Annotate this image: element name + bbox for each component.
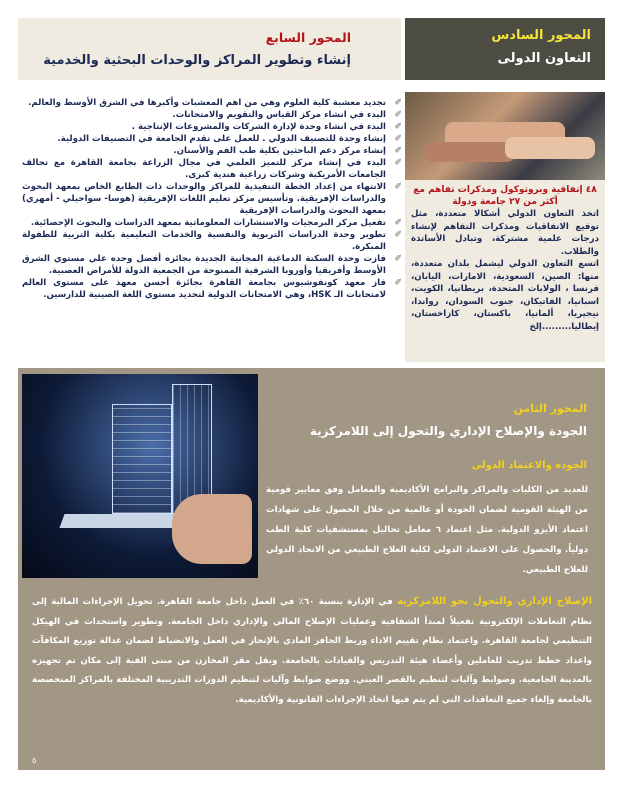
list-item: ✐ فاز معهد كونفوشيوس بجامعة القاهرة بجائزة أحسن معهد على مستوى العالم لامتحانات الـ HSK، وهي الامتحانات الدولية لتحديد مستوي اللغة الصينية للدارسين. <box>22 277 402 301</box>
axis8-section <box>18 368 605 770</box>
axis7-header <box>18 18 401 80</box>
quality-paragraph: للعديد من الكليات والمراكز والبرامج الأكاديمية والمعامل وفق معايير قومية من الهيئة القومية لضمان الجودة أو عالمية من خلال الحصول على شهادات اعتماد الأيزو الدولية. مثل اعتماد ٦ معامل تحاليل بمستشفيات كلية الطب دولياً. والحصول على الاعتماد الدولي لكلية العلاج الطبيعي من الاتحاد الدولي للعلاج الطبيعي. <box>266 485 589 575</box>
list-item: ✐ البدء في انشاء وحدة لإدارة الشركات والمشروعات الإنتاجية . <box>22 121 402 133</box>
reform-heading: الإصلاح الإداري والتحول نحو اللامركزية <box>397 596 593 607</box>
coop-paragraph-2: اتسع التعاون الدولي ليشمل بلدان متعددة، منها: الصين، السعودية، الامارات، اليابان، فرنسا ، الولايات المتحدة، بريطانيا، الكويت، اسبانيا، الفاتيكان، جنوب السودان، رواندا، نيجيريا، ألمانيا، باكستان، كازاخستان، إيطاليا.........إلخ <box>411 259 599 332</box>
list-item: ✐ تجديد معشبة كلية العلوم وهي من اهم المعشبات وأكبرها في الشرق الأوسط والعالم. <box>22 97 402 109</box>
axis7-bullet-list <box>22 97 402 301</box>
list-item: ✐ إنشاء وحدة للتصنيف الدولي . للعمل على تقدم الجامعة في التصنيفات الدولية. <box>22 133 402 145</box>
list-item: ✐ الانتهاء من إعداد الخطة التنفيذية للمراكز والوحدات ذات الطابع الخاص بمعهد البحوث والدراسات الإفريقية. وتأسيس مركز تعليم اللغات الإفريقية (هوسا- سواحيلي - أمهري) بمعهد البحوث والدراسات الإفريقية <box>22 181 402 217</box>
list-item: ✐ تفعيل مركز البرمجيات والاستشارات المعلوماتية بمعهد الدراسات والبحوث الإحصائية. <box>22 217 402 229</box>
reform-text: في الإدارة بنسبة ٦٠٪ في العمل داخل جامعة القاهرة. تحويل الإجراءات المالية إلى نظام التعاملات الإلكترونية تفعيلاً لمبدأ الشفافية وعمليات الإصلاح المالي والإداري داخل الجامعة. وتطوير واستحداث في الهيكل التنظيمي لجامعة القاهرة. واعتماد نظام تقييم الاداء وربط الحافز المادي بالإنجاز في العمل والانضباط لضمان عدالة توزيع المكافآت واعداد خطط تدريب للعاملين وأعضاء هيئة التدريس والقيادات بالجامعة. ونقل مقر المخازن من مبنى القبة إلى مكان تم تجهيزه بالمدينة الجامعية. وضوابط وآليات لتنظيم بالقصر العيني. ووضع ضوابط وآليات لتنظيم الدورات التدريبية المختلفة بالمراكز المتخصصة بالجامعة وإلغاء جميع التعاقدات التي لم يتم فيها اتخاذ الإجراءات القانونية والأكاديمية. <box>32 597 592 705</box>
axis6-title: التعاون الدولى <box>497 51 591 66</box>
axis7-label: المحور السابع <box>265 30 351 45</box>
list-item: ✐ إنشاء مركز دعم الباحثين بكلية طب الفم والأسنان. <box>22 145 402 157</box>
list-item: ✐ فازت وحدة السكتة الدماغية المجانية الجديدة بجائزه أفضل وحده علي مستوي الشرق الأوسط وأفريقيا وأوروبا الشرقية الممنوحة من الجمعية الدولة للأمراض العصبية. <box>22 253 402 277</box>
coop-paragraph-1: اتخذ التعاون الدولي أشكالا متعددة، مثل توقيع الاتفاقيات ومذكرات التفاهم لإنشاء درجات علمية مشتركة، وتبادل الأساتذة والطلاب. <box>411 209 599 257</box>
quality-heading: الجودة والاعتماد الدولي <box>471 460 587 471</box>
list-item: ✐ تطوير وحدة الدراسات التربوية والنفسية والخدمات التعليمية بكلية التربية للطفولة المبكرة. <box>22 229 402 253</box>
axis6-header <box>405 18 605 80</box>
axis8-title: الجودة والإصلاح الإداري والتحول إلى اللامركزية <box>309 424 587 438</box>
axis7-title: إنشاء وتطوير المراكز والوحدات البحثية والخدمية <box>43 53 351 68</box>
international-cooperation-box <box>405 180 605 362</box>
agreements-headline: ٤٨ إتفاقية وبروتوكول ومذكرات تفاهم مع أكثر من ٢٧ جامعة ودولة <box>413 185 597 207</box>
list-item: ✐ البدء في انشاء مركز القياس والتقويم والامتحانات. <box>22 109 402 121</box>
handshake-photo <box>405 92 605 180</box>
page-number: ٥ <box>32 756 37 765</box>
axis6-label: المحور السادس <box>491 28 591 43</box>
list-item: ✐ البدء في إنشاء مركز للتميز العلمي في مجال الزراعة بجامعة القاهرة مع تحالف الجامعات الأمريكية وشركات زراعية هندية كبرى. <box>22 157 402 181</box>
building-tablet-image <box>22 374 258 578</box>
axis8-label: المحور الثامن <box>513 402 587 415</box>
reform-paragraph <box>32 592 592 710</box>
